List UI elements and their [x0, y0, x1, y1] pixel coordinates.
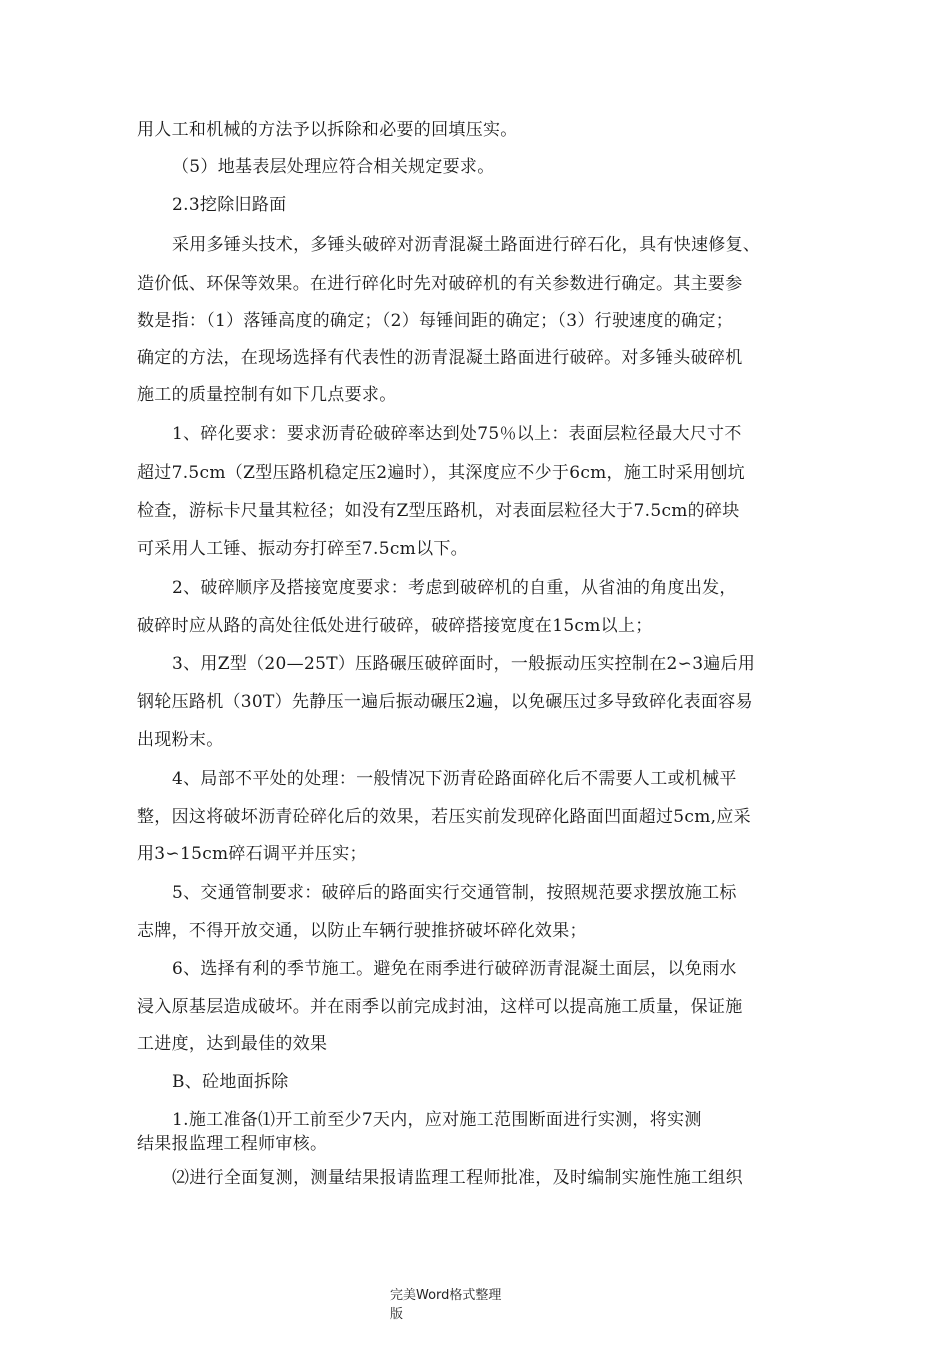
text-line: 施工的质量控制有如下几点要求。: [137, 385, 397, 405]
text-line: （5）地基表层处理应符合相关规定要求。: [172, 157, 495, 177]
text-line: 检查，游标卡尺量其粒径；如没有Z型压路机，对表面层粒径大于7.5cm的碎块: [137, 501, 740, 521]
text-line: 造价低、环保等效果。在进行碎化时先对破碎机的有关参数进行确定。其主要参: [137, 274, 743, 294]
text-line: 志牌，不得开放交通，以防止车辆行驶推挤破坏碎化效果；: [137, 921, 587, 941]
text-line: 用人工和机械的方法予以拆除和必要的回填压实。: [137, 120, 518, 140]
text-line: 确定的方法，在现场选择有代表性的沥青混凝土路面进行破碎。对多锤头破碎机: [137, 348, 743, 368]
text-line: 采用多锤头技术，多锤头破碎对沥青混凝土路面进行碎石化，具有快速修复、: [172, 235, 761, 255]
text-line: 工进度，达到最佳的效果: [137, 1034, 328, 1054]
text-line: 钢轮压路机（30T）先静压一遍后振动碾压2遍，以免碾压过多导致碎化表面容易: [137, 692, 753, 712]
section-heading: B、砼地面拆除: [172, 1072, 289, 1092]
text-line: 结果报监理工程师审核。: [137, 1134, 328, 1154]
text-line: 数是指：（1）落锤高度的确定；（2）每锤间距的确定；（3）行驶速度的确定；: [137, 311, 734, 331]
footer-text: 版: [390, 1307, 404, 1322]
text-line: 5、交通管制要求：破碎后的路面实行交通管制，按照规范要求摆放施工标: [172, 883, 737, 903]
text-line: 可采用人工锤、振动夯打碎至7.5cm以下。: [137, 539, 468, 559]
text-line: ⑵进行全面复测，测量结果报请监理工程师批准，及时编制实施性施工组织: [172, 1168, 743, 1188]
text-line: 破碎时应从路的高处往低处进行破碎，破碎搭接宽度在15cm以上；: [137, 616, 653, 636]
text-line: 6、选择有利的季节施工。避免在雨季进行破碎沥青混凝土面层，以免雨水: [172, 959, 737, 979]
text-line: 1、碎化要求：要求沥青砼破碎率达到处75％以上：表面层粒径最大尺寸不: [172, 424, 742, 444]
text-line: 1.施工准备⑴开工前至少7天内，应对施工范围断面进行实测，将实测: [172, 1110, 702, 1130]
text-line: 4、局部不平处的处理：一般情况下沥青砼路面碎化后不需要人工或机械平: [172, 769, 737, 789]
text-line: 3、用Z型（20—25T）压路碾压破碎面时，一般振动压实控制在2∽3遍后用: [172, 654, 756, 674]
text-line: 2、破碎顺序及搭接宽度要求：考虑到破碎机的自重，从省油的角度出发，: [172, 578, 737, 598]
footer-text: 完美Word格式整理: [390, 1288, 502, 1303]
text-line: 整，因这将破坏沥青砼碎化后的效果，若压实前发现碎化路面凹面超过5cm,应采: [137, 807, 751, 827]
text-line: 超过7.5cm（Z型压路机稳定压2遍时），其深度应不少于6cm，施工时采用刨坑: [137, 463, 745, 483]
text-line: 用3∽15cm碎石调平并压实；: [137, 844, 367, 864]
text-line: 出现粉末。: [137, 730, 224, 750]
section-heading: 2.3挖除旧路面: [172, 195, 287, 215]
text-line: 浸入原基层造成破坏。并在雨季以前完成封油，这样可以提高施工质量，保证施: [137, 997, 743, 1017]
